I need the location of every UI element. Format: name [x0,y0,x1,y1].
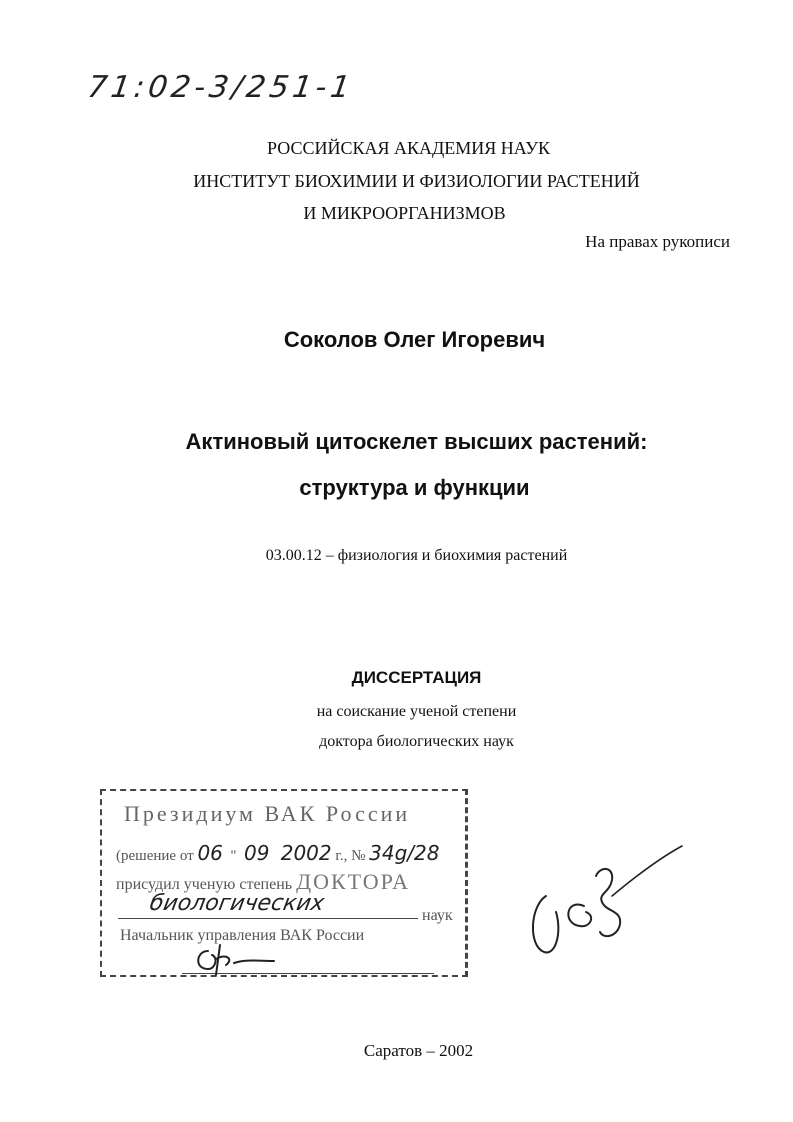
dissertation-type: ДИССЕРТАЦИЯ [351,668,482,687]
title-line-2: структура и функции [299,475,530,500]
degree-line-1: на соискание ученой степени [316,703,517,720]
stamp-number: 34g/28 [369,841,440,865]
archive-number: 71:02-3/251-1 [85,70,357,105]
stamp-awarded-prefix: присудил ученую степень [116,876,293,893]
stamp-field-underline [118,918,418,919]
author-name: Соколов Олег Игоревич [283,327,546,352]
degree-line-2: доктора биологических наук [319,733,514,750]
stamp-year: 2002 [280,841,332,865]
stamp-degree: ДОКТОРА [296,869,410,894]
author-signature-icon [526,836,696,976]
stamp-decision-line: (решение от 06 " 09 2002 г., № 34g/28 [116,841,440,865]
title-line-1: Актиновый цитоскелет высших растений: [185,429,648,454]
stamp-official: Начальник управления ВАК России [120,927,365,944]
vak-stamp [100,789,468,977]
stamp-day: 06 [197,841,223,865]
stamp-decision-prefix: (решение от [116,848,194,864]
manuscript-rights: На правах рукописи [585,232,730,251]
org-line-1: РОССИЙСКАЯ АКАДЕМИЯ НАУК [267,138,550,158]
org-line-3: И МИКРООРГАНИЗМОВ [303,203,506,223]
stamp-field-handwritten: биологических [147,891,327,916]
stamp-heading: Президиум ВАК России [124,801,411,826]
stamp-month: 09 [244,841,270,865]
stamp-number-prefix: г., № [335,848,366,864]
city-year: Саратов – 2002 [363,1041,474,1060]
specialty: 03.00.12 – физиология и биохимия растений [265,547,568,564]
stamp-field-suffix: наук [422,907,453,924]
org-line-2: ИНСТИТУТ БИОХИМИИ И ФИЗИОЛОГИИ РАСТЕНИЙ [193,171,640,191]
stamp-signature-icon [190,939,280,979]
